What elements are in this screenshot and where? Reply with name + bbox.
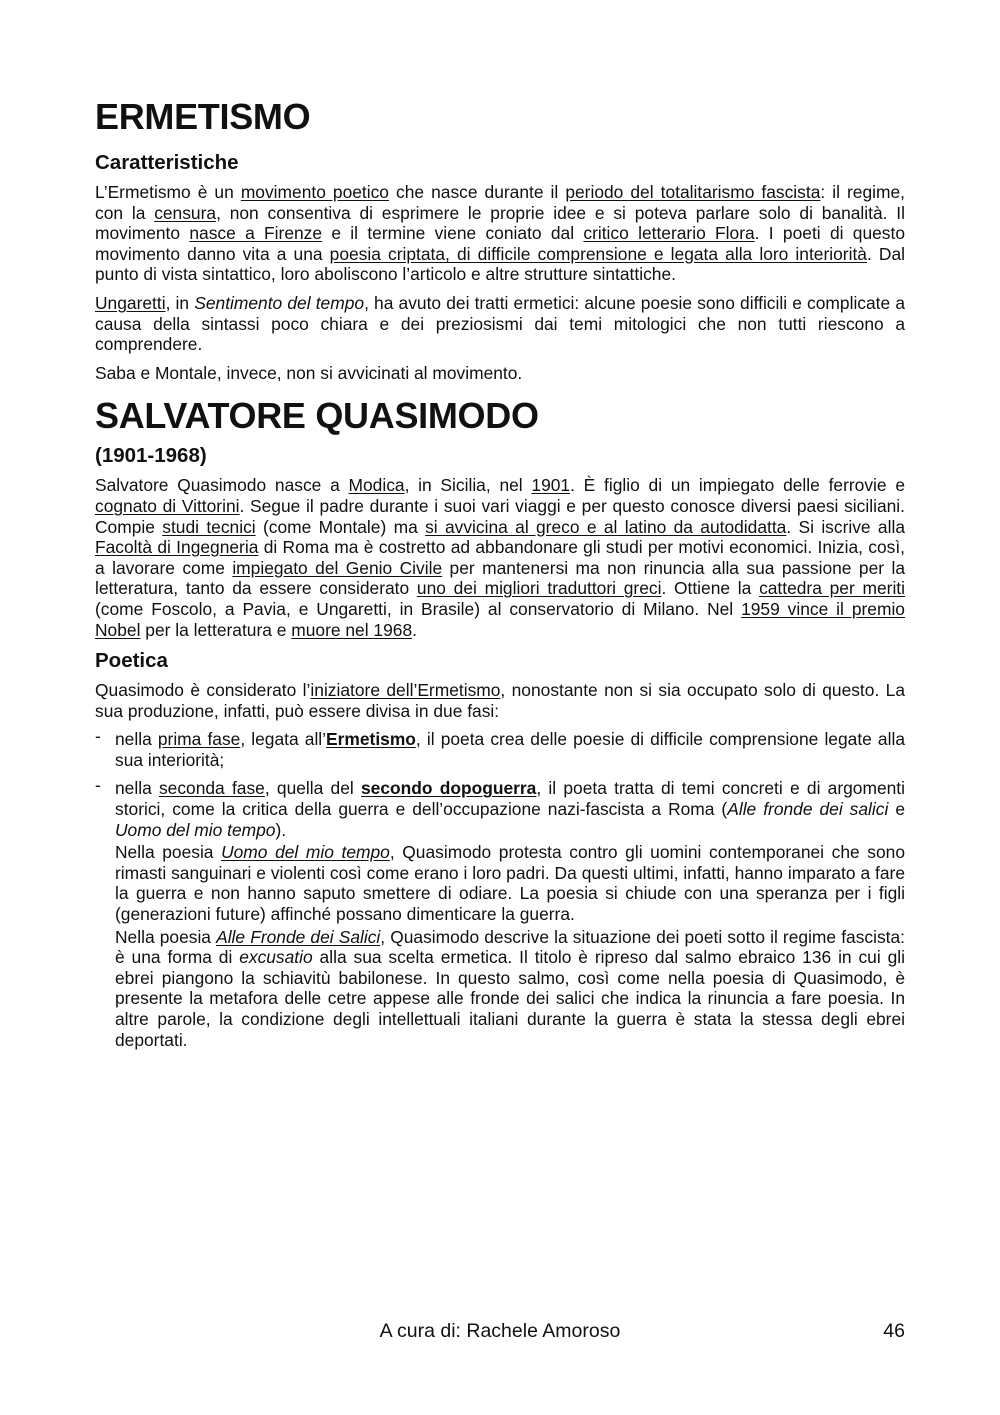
list-item-seconda-fase <box>95 775 905 1050</box>
footer-credit: A cura di: Rachele Amoroso <box>379 1320 621 1342</box>
seconda-fase-text: nella seconda fase, quella del secondo dopoguerra, il poeta tratta di temi concreti e di argomenti storici, come la critica della guerra e dell’occupazione nazi-fascista a Roma (Alle fronde dei salici e Uomo del mio tempo). <box>115 778 905 840</box>
uomo-del-mio-tempo-text: Nella poesia Uomo del mio tempo, Quasimodo protesta contro gli uomini contemporanei che sono rimasti sanguinari e violenti così come erano i loro padri. Da questi ultimi, infatti, hanno imparato a fare la guerra e non hanno saputo smettere di odiare. La poesia si chiude con una speranza per i figli (generazioni future) affinché possano dimenticare la guerra. <box>115 842 905 925</box>
section-title-ermetismo: ERMETISMO <box>95 96 311 137</box>
quasimodo-dates: (1901-1968) <box>95 444 207 468</box>
phases-list <box>95 726 906 1050</box>
subtitle-caratteristiche: Caratteristiche <box>95 151 239 174</box>
alle-fronde-text: Nella poesia Alle Fronde dei Salici, Quasimodo descrive la situazione dei poeti sotto il regime fascista: è una forma di excusatio alla sua scelta ermetica. Il titolo è ripreso dal salmo ebraico 136 in cui gli ebrei piangono la schiavitù babilonese. In questo salmo, così come nella poesia di Quasimodo, è presente la metafora delle cetre appese alle fronde dei salici che indica la rinuncia a fare poesia. In altre parole, la condizione degli intellettuali italiani durante la guerra è stata la stessa degli ebrei deportati. <box>115 926 905 1050</box>
dash-bullet: - <box>95 775 101 796</box>
dash-bullet: - <box>95 726 101 747</box>
paragraph-ermetismo-intro: L’Ermetismo è un movimento poetico che nasce durante il periodo del totalitarismo fascista: il regime, con la censura, non consentiva di esprimere le proprie idee e si poteva parlare solo di banalità. Il movimento nasce a Firenze e il termine viene coniato dal critico letterario Flora. I poeti di questo movimento danno vita a una poesia criptata, di difficile comprensione e legata alla loro interiorità. Dal punto di vista sintattico, loro aboliscono l’articolo e altre strutture sintattiche. <box>95 182 905 285</box>
page-content <box>95 92 905 1058</box>
prima-fase-text: nella prima fase, legata all’Ermetismo, il poeta crea delle poesie di difficile comprensione legate alla sua interiorità; <box>115 729 906 770</box>
paragraph-poetica-intro: Quasimodo è considerato l’iniziatore dell’Ermetismo, nonostante non si sia occupato solo di questo. La sua produzione, infatti, può essere divisa in due fasi: <box>95 680 906 721</box>
paragraph-ungaretti: Ungaretti, in Sentimento del tempo, ha avuto dei tratti ermetici: alcune poesie sono difficili e complicate a causa della sintassi poco chiara e dei preziosismi dai temi mitologici che non tutti riescono a comprendere. <box>95 292 905 355</box>
section-title-quasimodo: SALVATORE QUASIMODO <box>95 395 539 437</box>
paragraph-quasimodo-bio: Salvatore Quasimodo nasce a Modica, in Sicilia, nel 1901. È figlio di un impiegato delle ferrovie e cognato di Vittorini. Segue il padre durante i suoi vari viaggi e per questo conosce diversi paesi siciliani. Compie studi tecnici (come Montale) ma si avvicina al greco e al latino da autodidatta. Si iscrive alla Facoltà di Ingegneria di Roma ma è costretto ad abbandonare gli studi per motivi economici. Inizia, così, a lavorare come impiegato del Genio Civile per mantenersi ma non rinuncia alla sua passione per la letteratura, tanto da essere considerato uno dei migliori traduttori greci. Ottiene la cattedra per meriti (come Foscolo, a Pavia, e Ungaretti, in Brasile) al conservatorio di Milano. Nel 1959 vince il premio Nobel per la letteratura e muore nel 1968. <box>95 475 906 640</box>
paragraph-saba-montale: Saba e Montale, invece, non si avvicinati al movimento. <box>95 362 523 383</box>
list-item-prima-fase <box>95 726 906 770</box>
page-footer <box>0 1320 1000 1344</box>
subtitle-poetica: Poetica <box>95 649 168 673</box>
page-number: 46 <box>883 1320 905 1342</box>
